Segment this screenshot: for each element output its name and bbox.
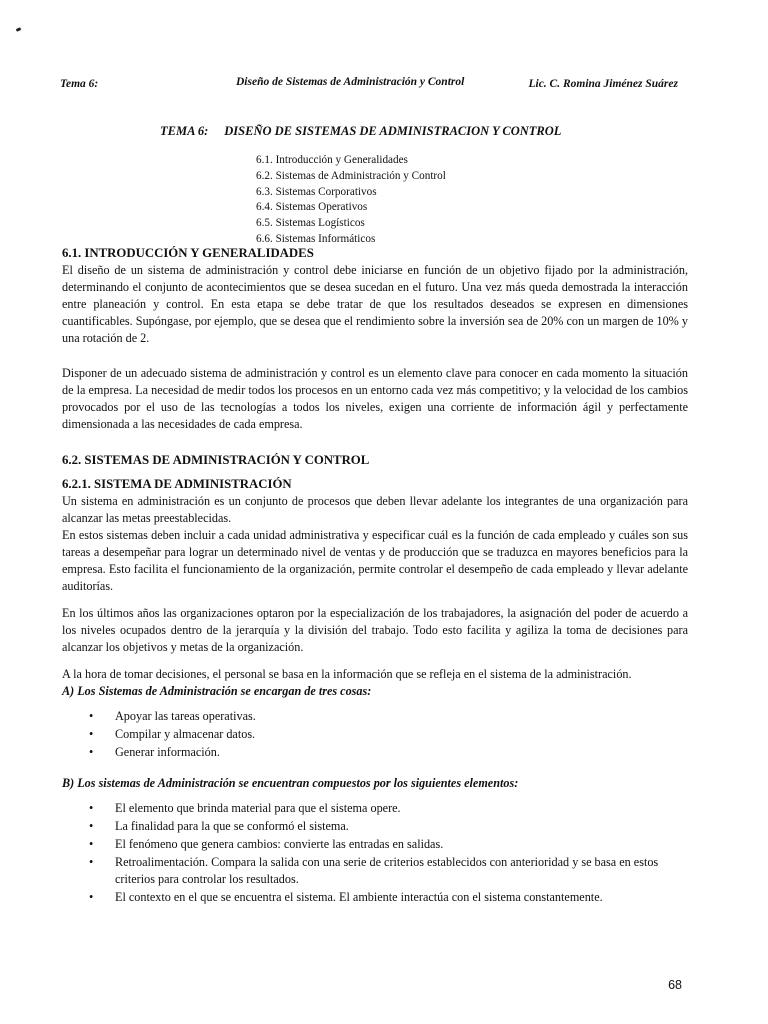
toc-item: 6.6. Sistemas Informáticos xyxy=(256,232,376,245)
header-right: Lic. C. Romina Jiménez Suárez xyxy=(528,78,678,90)
page-number: 68 xyxy=(668,978,682,992)
bullet: • xyxy=(89,819,94,833)
paragraph: El diseño de un sistema de administración y control debe iniciarse en función de un objetivo fijado por la administración, determinando el conjunto de acontecimientos que se desea sucedan en el futuro. Una vez más queda demostrada la interacción entre planeación y control. En esta etapa se debe tratar de que los resultados deseados se expresen en dimensiones cuantificables. Supóngase, por ejemplo, que se desea que el rendimiento sobre la inversión sea de 20% con un margen de 10% y una rotación de 2. xyxy=(62,263,688,345)
bullet: • xyxy=(89,801,94,815)
list-title-a: A) Los Sistemas de Administración se encargan de tres cosas: xyxy=(62,684,372,698)
bullet: • xyxy=(89,890,94,904)
list-item: • El contexto en el que se encuentra el sistema. El ambiente interactúa con el sistema constantemente. xyxy=(89,890,603,904)
list-item: • El elemento que brinda material para que el sistema opere. xyxy=(89,801,401,815)
bullet: • xyxy=(89,837,94,851)
bullet: • xyxy=(89,727,94,741)
paragraph: Un sistema en administración es un conjunto de procesos que deben llevar adelante los integrantes de una organización para alcanzar las metas preestablecidas. xyxy=(62,494,688,525)
main-content xyxy=(62,244,688,907)
paragraph: En estos sistemas deben incluir a cada unidad administrativa y especificar cuál es la función de cada empleado y cuáles son sus tareas a desempeñar para lograr un determinado nivel de ventas y de producción que se traduzca en mayores beneficios para la empresa. Esto facilita el funcionamiento de la organización, permite controlar el desempeño de cada empleado y llevar adelante auditorías. xyxy=(62,528,688,593)
chapter-title-text: DISEÑO DE SISTEMAS DE ADMINISTRACION Y CONTROL xyxy=(224,124,562,138)
paragraph: Disponer de un adecuado sistema de administración y control es un elemento clave para conocer en cada momento la situación de la empresa. La necesidad de medir todos los procesos en un entorno cada vez más competitivo; y la velocidad de los cambios provocados por el uso de las tecnologías a todos los niveles, exigen una corriente de información ágil y perfectamente dimensionada a las necesidades de cada empresa. xyxy=(62,366,688,431)
list-item: • La finalidad para la que se conformó el sistema. xyxy=(89,819,349,833)
scan-speck xyxy=(16,27,22,32)
list-item: • Compilar y almacenar datos. xyxy=(89,727,256,741)
table-of-contents xyxy=(256,153,446,248)
bullet: • xyxy=(89,709,94,723)
toc-item: 6.1. Introducción y Generalidades xyxy=(256,154,408,166)
bullet: • xyxy=(89,855,94,869)
section-heading-6-1: 6.1. INTRODUCCIÓN Y GENERALIDADES xyxy=(62,246,314,260)
chapter-label: TEMA 6: xyxy=(160,124,209,138)
toc-item: 6.5. Sistemas Logísticos xyxy=(256,217,365,230)
header-center: Diseño de Sistemas de Administración y Control xyxy=(236,76,465,88)
list-b xyxy=(62,800,688,906)
running-header xyxy=(60,78,678,94)
section-heading-6-2: 6.2. SISTEMAS DE ADMINISTRACIÓN Y CONTROL xyxy=(62,453,370,467)
list-item: • Generar información. xyxy=(89,745,220,759)
toc-item: 6.2. Sistemas de Administración y Control xyxy=(256,169,446,182)
list-title-b: B) Los sistemas de Administración se encuentran compuestos por los siguientes elementos: xyxy=(62,776,519,790)
header-left: Tema 6: xyxy=(60,78,99,90)
paragraph: A la hora de tomar decisiones, el personal se basa en la información que se refleja en el sistema de la administración. xyxy=(62,667,632,681)
paragraph: En los últimos años las organizaciones optaron por la especialización de los trabajadores, la asignación del poder de acuerdo a los niveles ocupados dentro de la jerarquía y la división del trabajo. Todo esto facilita y agiliza la toma de decisiones para alcanzar los objetivos y metas de la organización. xyxy=(62,606,688,654)
toc-item: 6.3. Sistemas Corporativos xyxy=(256,185,377,198)
list-item: • Apoyar las tareas operativas. xyxy=(89,709,256,723)
list-a xyxy=(62,708,688,761)
subsection-heading-6-2-1: 6.2.1. SISTEMA DE ADMINISTRACIÓN xyxy=(62,477,292,491)
list-item: • Retroalimentación. Compara la salida con una serie de criterios establecidos con anterioridad y se basa en estos criterios para controlar los resultados. xyxy=(89,855,659,886)
bullet: • xyxy=(89,745,94,759)
toc-item: 6.4. Sistemas Operativos xyxy=(256,201,368,214)
list-item: • El fenómeno que genera cambios: convierte las entradas en salidas. xyxy=(89,837,444,851)
chapter-title xyxy=(160,124,561,139)
